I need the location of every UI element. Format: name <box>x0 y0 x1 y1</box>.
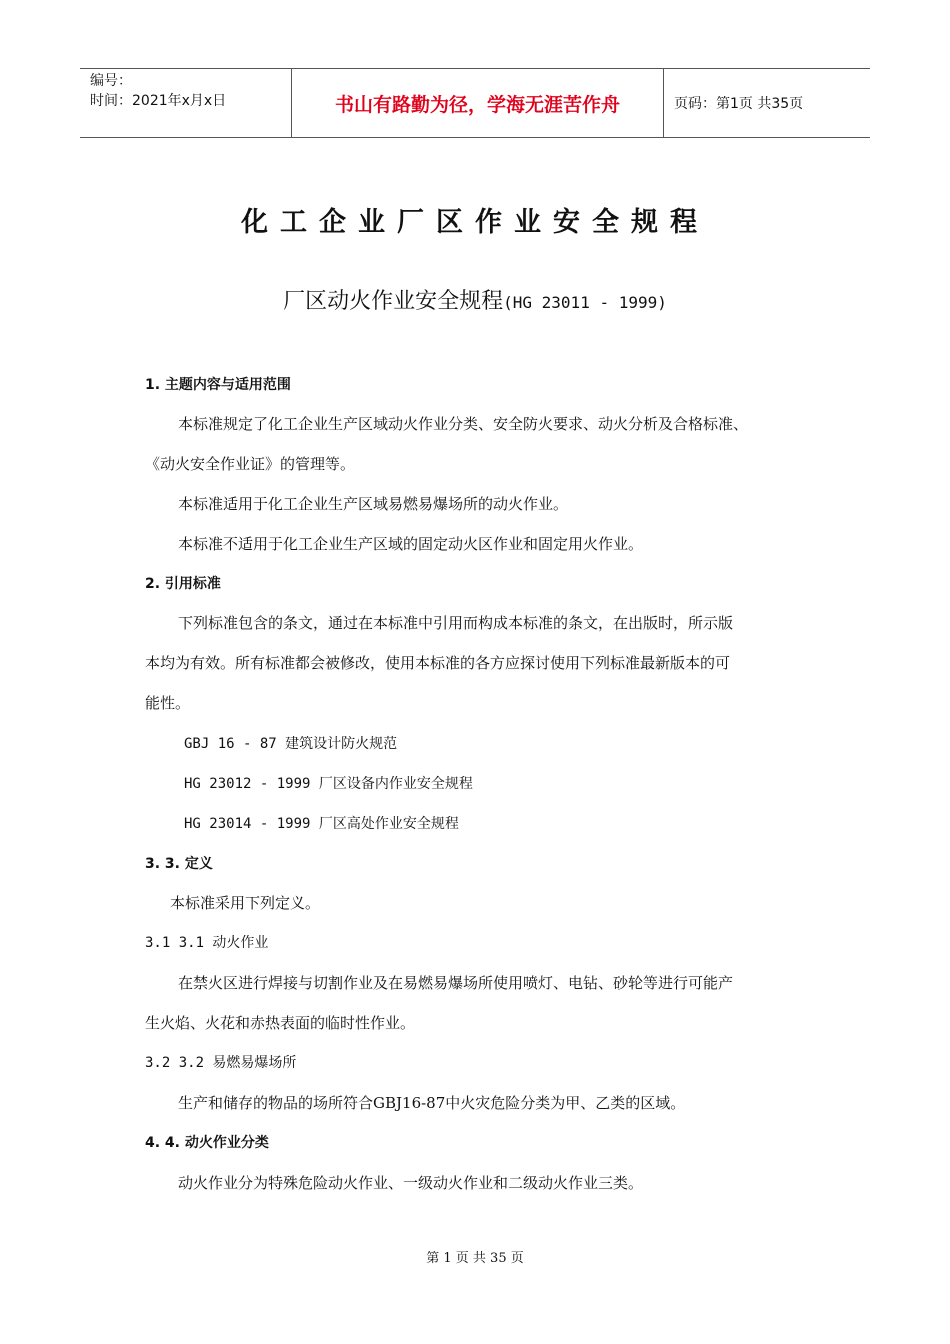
section-1-paragraph: 本标准适用于化工企业生产区域易燃易爆场所的动火作业。 <box>178 495 569 513</box>
date-label: 时间：2021年x月x日 <box>90 93 227 109</box>
section-1-paragraph: 本标准不适用于化工企业生产区域的固定动火区作业和固定用火作业。 <box>178 535 644 553</box>
section-4-paragraph: 动火作业分为特殊危险动火作业、一级动火作业和二级动火作业三类。 <box>178 1174 644 1192</box>
subtitle-code: (HG 23011 - 1999) <box>503 293 667 312</box>
subsection-3-2-heading: 3.2 3.2 易燃易爆场所 <box>145 1055 297 1071</box>
section-3-heading: 3. 3. 定义 <box>145 856 213 872</box>
header-motto: 书山有路勤为径，学海无涯苦作舟 <box>292 69 664 137</box>
reference-item: HG 23014 - 1999 厂区高处作业安全规程 <box>184 816 459 832</box>
section-1-paragraph: 本标准规定了化工企业生产区域动火作业分类、安全防火要求、动火分析及合格标准、 <box>178 415 749 433</box>
document-header <box>80 68 870 138</box>
subtitle-text: 厂区动火作业安全规程 <box>283 289 504 314</box>
subsection-3-2-paragraph: 生产和储存的物品的场所符合GBJ16-87中火灾危险分类为甲、乙类的区域。 <box>178 1094 686 1112</box>
section-2-paragraph: 本均为有效。所有标准都会被修改，使用本标准的各方应探讨使用下列标准最新版本的可 <box>145 654 731 672</box>
number-label: 编号： <box>90 73 132 89</box>
subsection-3-1-paragraph: 生火焰、火花和赤热表面的临时性作业。 <box>145 1014 416 1032</box>
section-2-paragraph: 下列标准包含的条文，通过在本标准中引用而构成本标准的条文，在出版时，所示版 <box>178 614 734 632</box>
header-page-info: 页码：第1页 共35页 <box>674 96 804 112</box>
reference-item: HG 23012 - 1999 厂区设备内作业安全规程 <box>184 776 473 792</box>
page-footer: 第 1 页 共 35 页 <box>426 1251 524 1266</box>
document-subtitle <box>0 284 950 315</box>
subsection-3-1-heading: 3.1 3.1 动火作业 <box>145 935 269 951</box>
section-3-paragraph: 本标准采用下列定义。 <box>170 894 321 912</box>
section-2-paragraph: 能性。 <box>145 694 191 712</box>
subsection-3-1-paragraph: 在禁火区进行焊接与切割作业及在易燃易爆场所使用喷灯、电钻、砂轮等进行可能产 <box>178 974 734 992</box>
header-meta <box>80 69 292 137</box>
reference-item: GBJ 16 - 87 建筑设计防火规范 <box>184 736 398 752</box>
section-2-heading: 2. 引用标准 <box>145 576 221 592</box>
document-title: 化工企业厂区作业安全规程 <box>241 207 709 238</box>
section-4-heading: 4. 4. 动火作业分类 <box>145 1135 269 1151</box>
section-1-paragraph: 《动火安全作业证》的管理等。 <box>145 455 356 473</box>
section-1-heading: 1. 主题内容与适用范围 <box>145 377 291 393</box>
